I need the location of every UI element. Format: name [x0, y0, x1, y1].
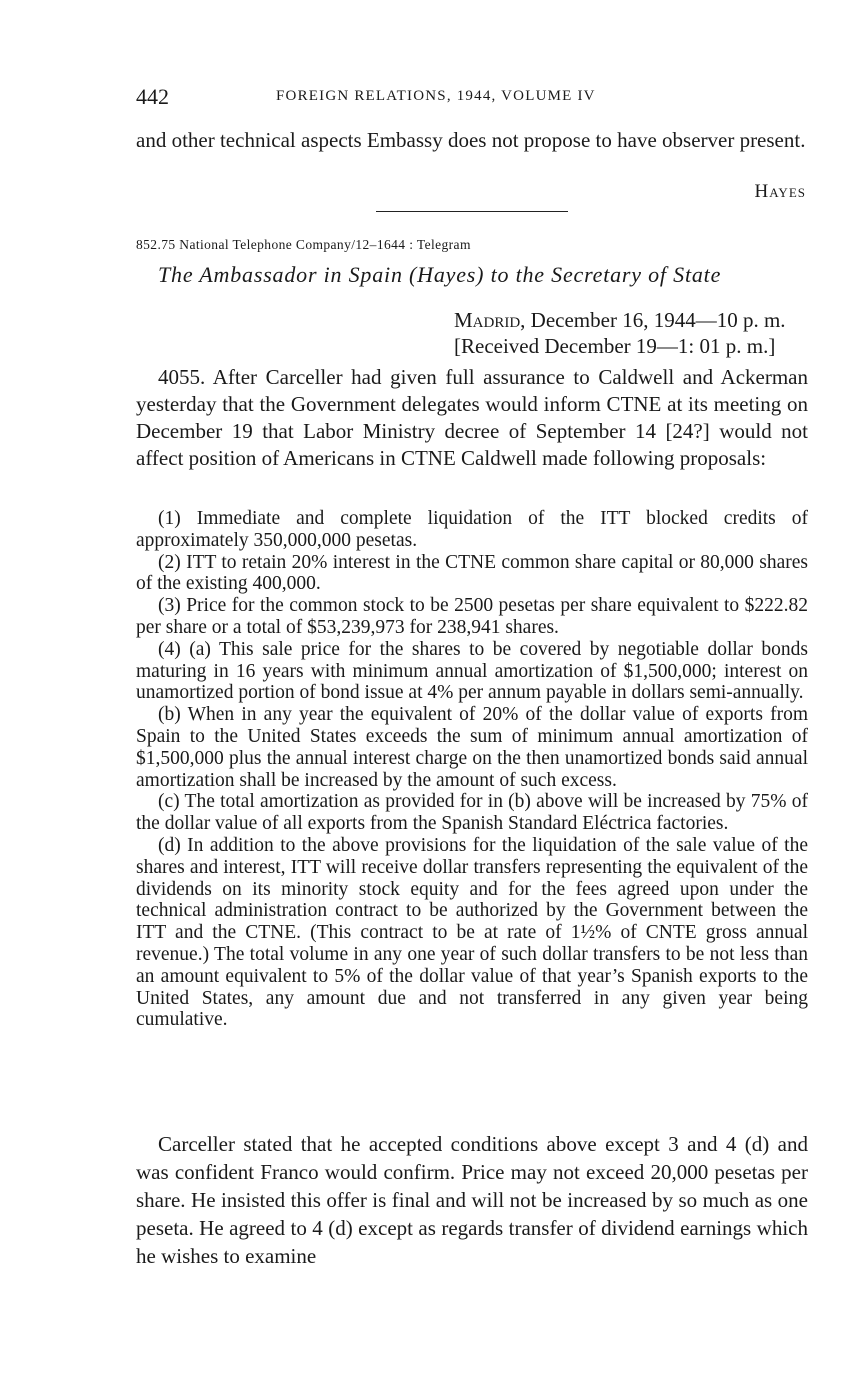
dateline — [454, 307, 808, 359]
document-heading: The Ambassador in Spain (Hayes) to the Secretary of State — [158, 262, 722, 287]
signature: Hayes — [754, 181, 806, 202]
proposal-item: (3) Price for the common stock to be 2500 pesetas per share equivalent to $222.82 per share or a total of $53,239,973 for 238,941 shares. — [136, 595, 808, 638]
file-reference: 852.75 National Telephone Company/12–1644 : Telegram — [136, 237, 471, 252]
proposal-item: (c) The total amortization as provided for in (b) above will be increased by 75% of the dollar value of all exports from the Spanish Standard Eléctrica factories. — [136, 791, 808, 835]
running-head — [136, 84, 812, 112]
proposals-list — [136, 508, 808, 1031]
dateline-received: [Received December 19—1: 01 p. m.] — [454, 334, 776, 358]
dateline-place: Madrid — [454, 308, 521, 332]
dateline-date: , December 16, 1944—10 p. m. — [520, 308, 786, 332]
running-title: FOREIGN RELATIONS, 1944, VOLUME IV — [276, 88, 596, 104]
proposal-item: (1) Immediate and complete liquidation of the ITT blocked credits of approximately 350,000,000 pesetas. — [136, 508, 808, 551]
proposal-item: (2) ITT to retain 20% interest in the CTNE common share capital or 80,000 shares of the existing 400,000. — [136, 551, 808, 595]
page-number: 442 — [136, 84, 169, 109]
closing-paragraph: Carceller stated that he accepted conditions above except 3 and 4 (d) and was confident Franco would confirm. Price may not exceed 20,000 pesetas per share. He insisted this offer is final and will not be increased by so much as one peseta. He agreed to 4 (d) except as regards transfer of dividend earnings which he wishes to examine — [136, 1132, 808, 1268]
section-divider — [376, 211, 568, 212]
opening-paragraph: 4055. After Carceller had given full assurance to Caldwell and Ackerman yesterday that the Government delegates would inform CTNE at its meeting on December 19 that Labor Ministry decree of September 14 [24?] would not affect position of Americans in CTNE Caldwell made following proposals: — [136, 365, 808, 470]
proposal-item: (b) When in any year the equivalent of 20% of the dollar value of exports from Spain to the United States exceeds the sum of minimum annual amortization of $1,500,000 plus the annual interest charge on the then unamortized bonds said annual amortization shall be increased by the amount of such excess. — [136, 704, 808, 791]
proposal-item: (d) In addition to the above provisions for the liquidation of the sale value of the shares and interest, ITT will receive dollar transfers representing the equivalent of the dividends on its minority stock equity and for the fees agreed upon under the technical administration contract to be authorized by the Government between the ITT and the CTNE. (This contract to be at rate of 1½% of CNTE gross annual revenue.) The total volume in any one year of such dollar transfers to be not less than an amount equivalent to 5% of the dollar value of that year’s Spanish exports to the United States, any amount due and not transferred in any given year being cumulative. — [136, 834, 808, 1031]
previous-document-closing: and other technical aspects Embassy does not propose to have observer present. — [136, 128, 806, 152]
proposal-item: (4) (a) This sale price for the shares to be covered by negotiable dollar bonds maturing in 16 years with minimum annual amortization of $1,500,000; interest on unamortized portion of bond issue at 4% per annum payable in dollars semi-annually. — [136, 638, 808, 704]
